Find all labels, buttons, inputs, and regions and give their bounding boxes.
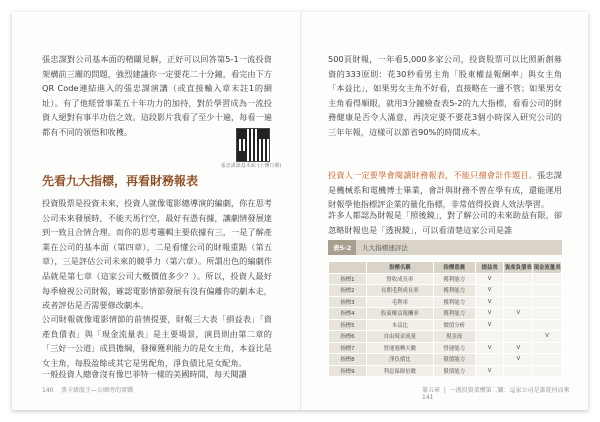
right-footer: 第五章 | 一流投資架構第二關：這家公司是誰從何而來 141	[422, 387, 570, 401]
left-page-number: 140	[42, 387, 54, 394]
indicator-name: 利息保障倍數	[366, 365, 433, 377]
income-statement-mark	[475, 354, 504, 366]
row-label: 指標3	[329, 296, 367, 308]
indicator-meaning: 營運能力	[433, 342, 475, 354]
row-label: 指標4	[329, 308, 367, 320]
indicator-meaning: 現金流	[433, 331, 475, 343]
income-statement-mark: V	[475, 308, 504, 320]
indicator-meaning: 獲利能力	[433, 296, 475, 308]
balance-sheet-mark: V	[504, 342, 533, 354]
table-row	[329, 319, 562, 331]
table-row	[329, 296, 562, 308]
figure-number: 表5-2	[328, 240, 356, 255]
header-cell: 資產負債表	[504, 262, 533, 274]
balance-sheet-mark	[504, 331, 533, 343]
indicator-meaning: 獲利能力	[433, 285, 475, 297]
qr-code-icon[interactable]	[236, 128, 270, 162]
income-statement-mark: V	[475, 319, 504, 331]
table-row	[329, 308, 562, 320]
right-footer-title: 一流投資架構第二關：這家公司是誰從何而來	[449, 387, 570, 394]
cash-flow-mark	[533, 285, 562, 297]
cash-flow-mark	[533, 354, 562, 366]
indicator-name: 長期毛利成長率	[366, 285, 433, 297]
indicator-name: 自由現金流量	[366, 331, 433, 343]
row-label: 指標6	[329, 331, 367, 343]
table-row	[329, 342, 562, 354]
income-statement-mark: V	[475, 296, 504, 308]
right-footer-chapter: 第五章	[422, 387, 441, 394]
indicator-name: 本益比	[366, 319, 433, 331]
right-page-number: 141	[422, 394, 434, 401]
table-row	[329, 331, 562, 343]
table-header-row	[329, 262, 562, 274]
indicator-name: 營收成長率	[366, 273, 433, 285]
balance-sheet-mark	[504, 273, 533, 285]
cash-flow-mark	[533, 273, 562, 285]
indicator-name: 淨負債比	[366, 354, 433, 366]
figure-titlebar	[328, 240, 562, 255]
table-5-2	[328, 240, 562, 377]
left-paragraph-4: 一般投資人總會沒有像巴菲特一樣的美國時間，每天閱讀	[42, 369, 247, 379]
cash-flow-mark	[533, 365, 562, 377]
cash-flow-mark	[533, 319, 562, 331]
highlight-sentence: 投資人一定要學會閱讀財務報表，不能只擅會計作題目。	[328, 170, 538, 180]
income-statement-mark: V	[475, 285, 504, 297]
row-label: 指標9	[329, 365, 367, 377]
indicator-meaning: 償債能力	[433, 354, 475, 366]
header-cell: 損益表	[475, 262, 504, 274]
left-footer	[42, 385, 133, 394]
table-row	[329, 273, 562, 285]
header-cell: 指標名稱	[366, 262, 433, 274]
right-paragraph-2	[328, 168, 562, 212]
indicator-meaning: 償債能力	[433, 365, 475, 377]
balance-sheet-mark: V	[504, 354, 533, 366]
table-row	[329, 285, 562, 297]
balance-sheet-mark	[504, 285, 533, 297]
balance-sheet-mark	[504, 296, 533, 308]
row-label: 指標7	[329, 342, 367, 354]
left-paragraph-3: 公司財報就像電影情節的前情提要，財報三大表「損益表」「資產負債表」與「現金流量表」是主要場景，演員則由第二章的「三好一公道」成員擔綱，發揮獲利能力的是女主角，本益比是女主角，每股盈餘或其它是男配角，淨負債比是女配角。	[42, 314, 272, 368]
indicator-name: 營運週轉天數	[366, 342, 433, 354]
left-paragraph-1: 張忠謀對公司基本面的精闢見解，正好可以回答第5-1一流投資架構前三關的問題，強烈建議你一定要花二十分鐘，看完由下方QR Code連結進入的張忠謀演講（或直接輸入章末註1的網址）。有了他經營事業五十年功力的加持，對於學習成為一流投資人絕對有事半功倍之效。這段影片我看了至少十遍，每看一遍都有不同的領悟和收穫。	[42, 54, 272, 137]
cash-flow-mark	[533, 296, 562, 308]
balance-sheet-mark	[504, 365, 533, 377]
right-paragraph-3: 許多人都認為財報是「照後鏡」，對了解公司的未來助益有限，卻忽略財報也是「透視鏡」，可以看清楚這家公司是誰	[328, 210, 562, 235]
book-spread	[12, 12, 588, 410]
row-label: 指標1	[329, 273, 367, 285]
header-cell: 現金流量表	[533, 262, 562, 274]
section-heading: 先看九大指標，再看財務報表	[42, 174, 199, 188]
header-cell: 指標意義	[433, 262, 475, 274]
income-statement-mark: V	[475, 365, 504, 377]
right-paragraph-2-rest: 張忠謀是機械系和電機博士畢業，會計與財務不曾在學有成，還能運用財報學他指標評企業的量化指標，非常值得投資人效法學習。	[328, 170, 562, 210]
qr-caption: 張忠謀談基本面 (上傳日期)	[220, 163, 282, 169]
indicator-meaning: 獲利能力	[433, 308, 475, 320]
income-statement-mark: V	[475, 273, 504, 285]
row-label: 指標2	[329, 285, 367, 297]
table-row	[329, 365, 562, 377]
right-paragraph-1: 500頁財報，一年看5,000多家公司，投資股票可以比照新創募資的333原則：花30秒看男主角「股東權益報酬率」與女主角「本益比」，如果男女主角不好看，直接略在一邊不管；如果男女主角看得順眼，就用3分鐘檢查表5-2的九大指標，看看公司的財務健康是否令人滿意，再決定要不要花3個小時深入研究公司的三年年報，這樣可以節省90%的時間成本。	[328, 54, 562, 137]
balance-sheet-mark: V	[504, 308, 533, 320]
indicator-table	[328, 261, 562, 377]
table-row	[329, 354, 562, 366]
cash-flow-mark: V	[533, 331, 562, 343]
figure-title: 九大指標速評法	[362, 244, 408, 252]
left-page	[12, 12, 300, 410]
header-cell	[329, 262, 367, 274]
left-footer-title: 黑卡級股王—公園旁的實戰	[61, 387, 134, 394]
balance-sheet-mark	[504, 319, 533, 331]
indicator-meaning: 價值分析	[433, 319, 475, 331]
left-paragraph-2: 投資股票是投資未來，投資人就像電影總導演的編劇，你在思考公司未來發展時，不能天馬行空，最好有憑有據，讓劇情發展達到一致且合情合理。而你的思考邏輯主要依據有三，一是了解產業在公司的基本面（第四章），二是看懂公司的財報重點（第五章），三是評估公司未來的競爭力（第六章）。所謂出色的編劇作品就是第七章（這家公司大概價值多少？）。所以，投資人最好每季檢視公司財報，確認電影情節發展有沒有偏離你的劇本走，或者評估是否需要修改劇本。	[42, 198, 272, 311]
indicator-name: 股東權益報酬率	[366, 308, 433, 320]
row-label: 指標8	[329, 354, 367, 366]
income-statement-mark	[475, 331, 504, 343]
cash-flow-mark	[533, 308, 562, 320]
indicator-name: 毛利率	[366, 296, 433, 308]
income-statement-mark: V	[475, 342, 504, 354]
right-page	[302, 12, 588, 410]
indicator-meaning: 獲利能力	[433, 273, 475, 285]
row-label: 指標5	[329, 319, 367, 331]
cash-flow-mark	[533, 342, 562, 354]
